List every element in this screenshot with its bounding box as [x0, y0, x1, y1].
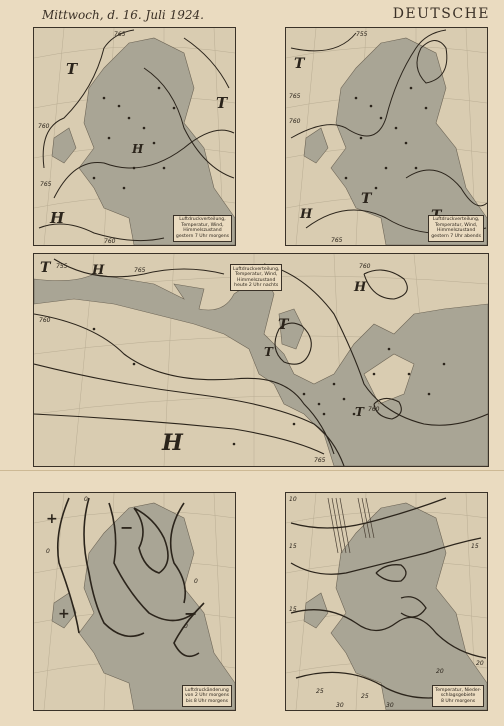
map-bottom-right-graphic: [286, 493, 487, 710]
isobar-label: 765: [40, 181, 52, 188]
isotherm-label: 30: [336, 702, 344, 709]
map-middle: [33, 253, 489, 467]
isoline-label: 0: [84, 496, 88, 503]
isotherm-label: 15: [471, 543, 479, 550]
pressure-high-symbol: H: [132, 142, 144, 156]
map-caption: Temperatur, Nieder- schlagsgebiete 8 Uhr morgens: [432, 685, 484, 707]
isobar-label: 760: [39, 317, 51, 324]
map-caption: Luftdruckverteilung, Temperatur, Wind, Himmelszustand gestern 7 Uhr abends: [428, 215, 484, 242]
isobar-label: 765: [134, 267, 146, 274]
map-top-right: [285, 27, 488, 246]
pressure-low-symbol: T: [355, 405, 364, 419]
map-caption: Luftdruckverteilung, Temperatur, Wind, Himmelszustand gestern 7 Uhr morgens: [173, 215, 232, 242]
isobar-label: 760: [38, 123, 50, 130]
isotherm-label: 25: [361, 693, 369, 700]
isotherm-label: 20: [436, 668, 444, 675]
isotherm-label: 25: [316, 688, 324, 695]
pressure-low-symbol: T: [216, 94, 228, 112]
map-top-left: [33, 27, 236, 246]
pressure-high-symbol: H: [92, 263, 105, 278]
isotherm-label: 15: [289, 543, 297, 550]
isobar-label: 765: [331, 237, 343, 244]
isobar-label: 755: [56, 263, 68, 270]
map-bottom-right: [285, 492, 488, 711]
map-caption: Luftdruckänderung von 2 Uhr morgens bis 8 Uhr morgens: [182, 685, 232, 707]
isobar-label: 760: [359, 263, 371, 270]
isobar-label: 755: [356, 31, 368, 38]
pressure-low-symbol: T: [40, 260, 51, 276]
page-fold-line: [0, 470, 504, 471]
map-bottom-left: [33, 492, 236, 711]
isotherm-label: 20: [476, 660, 484, 667]
map-caption: Luftdruckverteilung, Temperatur, Wind, Himmelszustand heute 2 Uhr nachts: [230, 264, 282, 291]
map-bottom-left-graphic: [34, 493, 235, 710]
isobar-label: 765: [314, 457, 326, 464]
isobar-label: 765: [114, 31, 126, 38]
pressure-high-symbol: H: [162, 430, 183, 456]
change-sign: +: [46, 511, 58, 527]
isoline-label: 0: [46, 548, 50, 555]
pressure-high-symbol: H: [300, 207, 313, 222]
change-sign: −: [120, 518, 134, 537]
isobar-label: 760: [289, 118, 301, 125]
isoline-label: 0: [184, 623, 188, 630]
pressure-high-symbol: H: [354, 280, 367, 295]
pressure-low-symbol: T: [264, 345, 273, 359]
isotherm-label: 15: [289, 606, 297, 613]
pressure-low-symbol: T: [361, 191, 372, 207]
isobar-label: 765: [289, 93, 301, 100]
isotherm-label: 30: [386, 702, 394, 709]
page-title: DEUTSCHE: [392, 6, 490, 22]
page-date: Mittwoch, d. 16. Juli 1924.: [42, 8, 204, 22]
map-top-left-graphic: [34, 28, 235, 245]
pressure-low-symbol: T: [278, 317, 289, 333]
isobar-label: 760: [368, 406, 380, 413]
map-top-right-graphic: [286, 28, 487, 245]
isobar-label: 760: [104, 238, 116, 245]
pressure-high-symbol: H: [50, 209, 65, 227]
isoline-label: 0: [194, 578, 198, 585]
change-sign: −: [184, 604, 198, 623]
pressure-low-symbol: T: [294, 56, 305, 72]
pressure-low-symbol: T: [66, 60, 78, 78]
change-sign: +: [58, 606, 70, 622]
isotherm-label: 10: [289, 496, 297, 503]
